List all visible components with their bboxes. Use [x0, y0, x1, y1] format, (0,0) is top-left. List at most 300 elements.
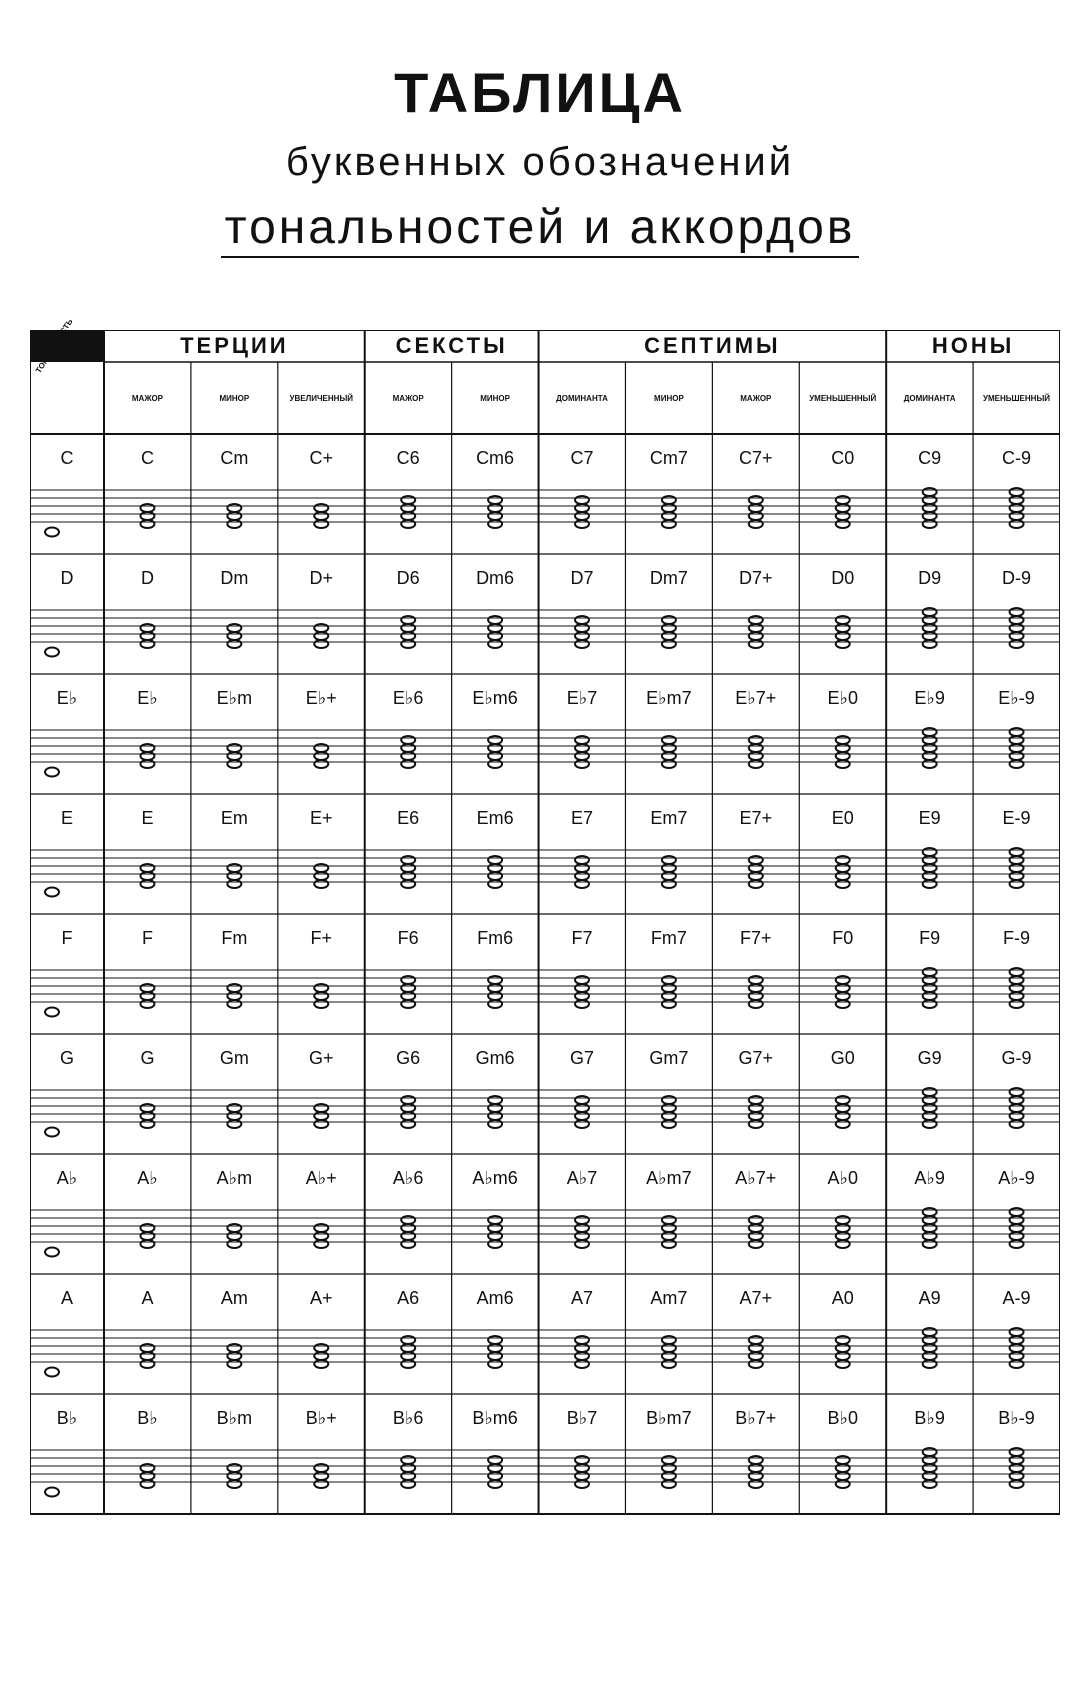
- chord-note-icon: [749, 1104, 763, 1112]
- chord-note-icon: [140, 504, 154, 512]
- chord-note-icon: [836, 616, 850, 624]
- chord-note-icon: [1010, 632, 1024, 640]
- chord-label: Fm6: [477, 927, 514, 948]
- chord-label: G7+: [738, 1047, 774, 1068]
- chord-note-icon: [1010, 1088, 1024, 1096]
- chord-label: Fm7: [650, 927, 687, 948]
- chord-label: Am: [220, 1287, 248, 1308]
- chord-note-icon: [575, 1480, 589, 1488]
- chord-label: A♭+: [305, 1167, 337, 1188]
- chord-note-icon: [488, 1352, 502, 1360]
- chord-label: Gm: [219, 1047, 249, 1068]
- chord-note-icon: [749, 624, 763, 632]
- chord-note-icon: [749, 992, 763, 1000]
- chord-note-icon: [1010, 1456, 1024, 1464]
- subheader: МАЖОР: [392, 393, 424, 403]
- chord-label: E♭7: [566, 687, 598, 708]
- chord-label: Am7: [650, 1287, 688, 1308]
- chord-note-icon: [836, 736, 850, 744]
- chord-label: E9: [918, 807, 941, 828]
- chord-note-icon: [1010, 864, 1024, 872]
- chord-label: E♭0: [827, 687, 858, 708]
- chord-note-icon: [749, 640, 763, 648]
- chord-note-icon: [923, 968, 937, 976]
- chord-note-icon: [662, 1000, 676, 1008]
- chord-note-icon: [140, 624, 154, 632]
- chord-note-icon: [749, 744, 763, 752]
- chord-note-icon: [314, 752, 328, 760]
- chord-note-icon: [314, 1112, 328, 1120]
- chord-label: Cm6: [476, 447, 515, 468]
- chord-note-icon: [749, 1472, 763, 1480]
- chord-label: G: [140, 1047, 155, 1068]
- chord-note-icon: [1010, 608, 1024, 616]
- chord-note-icon: [140, 760, 154, 768]
- chord-note-icon: [401, 992, 415, 1000]
- chord-note-icon: [314, 1360, 328, 1368]
- chord-note-icon: [923, 520, 937, 528]
- chord-note-icon: [662, 1480, 676, 1488]
- chord-note-icon: [488, 616, 502, 624]
- chord-note-icon: [1010, 1208, 1024, 1216]
- chord-note-icon: [314, 640, 328, 648]
- whole-note-icon: [45, 1368, 59, 1377]
- chord-note-icon: [227, 1224, 241, 1232]
- chord-note-icon: [1010, 616, 1024, 624]
- chord-label: B♭7+: [735, 1407, 777, 1428]
- chord-note-icon: [749, 632, 763, 640]
- chord-note-icon: [749, 1232, 763, 1240]
- chord-note-icon: [836, 1000, 850, 1008]
- chord-label: D6: [396, 567, 420, 588]
- chord-note-icon: [488, 632, 502, 640]
- chord-note-icon: [1010, 488, 1024, 496]
- chord-note-icon: [314, 1240, 328, 1248]
- chord-note-icon: [401, 496, 415, 504]
- chord-note-icon: [836, 1360, 850, 1368]
- chord-note-icon: [749, 1216, 763, 1224]
- chord-note-icon: [1010, 1464, 1024, 1472]
- chord-label: Em6: [476, 807, 514, 828]
- chord-note-icon: [836, 504, 850, 512]
- chord-note-icon: [314, 864, 328, 872]
- chord-note-icon: [401, 1480, 415, 1488]
- chord-label: Em7: [650, 807, 688, 828]
- chord-note-icon: [140, 1464, 154, 1472]
- chord-note-icon: [575, 1232, 589, 1240]
- chord-note-icon: [923, 1240, 937, 1248]
- chord-label: A: [141, 1287, 154, 1308]
- chord-label: B♭m: [216, 1407, 253, 1428]
- chord-note-icon: [488, 640, 502, 648]
- chord-label: F0: [832, 927, 854, 948]
- chord-note-icon: [401, 1232, 415, 1240]
- subheader: МАЖОР: [740, 393, 772, 403]
- chord-note-icon: [401, 1224, 415, 1232]
- chord-note-icon: [662, 1112, 676, 1120]
- chord-label: B♭-9: [998, 1407, 1035, 1428]
- chord-note-icon: [836, 624, 850, 632]
- chord-note-icon: [662, 1360, 676, 1368]
- chord-note-icon: [923, 856, 937, 864]
- chord-note-icon: [662, 1224, 676, 1232]
- chord-note-icon: [401, 616, 415, 624]
- chord-note-icon: [314, 1464, 328, 1472]
- chord-label: Dm: [220, 567, 249, 588]
- chord-note-icon: [662, 520, 676, 528]
- chord-label: E7: [570, 807, 593, 828]
- chord-note-icon: [923, 1352, 937, 1360]
- chord-note-icon: [575, 984, 589, 992]
- chord-note-icon: [401, 632, 415, 640]
- chord-note-icon: [401, 1464, 415, 1472]
- chord-note-icon: [923, 640, 937, 648]
- chord-note-icon: [314, 992, 328, 1000]
- chord-note-icon: [227, 512, 241, 520]
- chord-note-icon: [836, 1480, 850, 1488]
- chord-note-icon: [662, 512, 676, 520]
- chord-note-icon: [923, 1456, 937, 1464]
- chord-note-icon: [836, 872, 850, 880]
- chord-note-icon: [575, 744, 589, 752]
- chord-note-icon: [488, 1120, 502, 1128]
- chord-note-icon: [401, 504, 415, 512]
- chord-label: C+: [309, 447, 334, 468]
- group-header: СЕКСТЫ: [395, 333, 508, 358]
- chord-note-icon: [575, 632, 589, 640]
- chord-note-icon: [1010, 1448, 1024, 1456]
- chord-note-icon: [488, 1336, 502, 1344]
- chord-note-icon: [488, 496, 502, 504]
- chord-note-icon: [749, 1360, 763, 1368]
- chord-note-icon: [575, 1000, 589, 1008]
- subheader: МАЖОР: [131, 393, 164, 403]
- chord-label: D0: [831, 567, 855, 588]
- chord-note-icon: [1010, 1112, 1024, 1120]
- chord-note-icon: [836, 744, 850, 752]
- chord-note-icon: [140, 864, 154, 872]
- chord-label: F7+: [740, 927, 772, 948]
- chord-label: Gm7: [649, 1047, 689, 1068]
- chord-note-icon: [923, 1448, 937, 1456]
- chord-note-icon: [227, 632, 241, 640]
- chord-note-icon: [575, 624, 589, 632]
- chord-note-icon: [140, 744, 154, 752]
- chord-label: F9: [919, 927, 941, 948]
- chord-note-icon: [401, 1096, 415, 1104]
- chord-label: A+: [310, 1287, 333, 1308]
- chord-note-icon: [836, 1120, 850, 1128]
- chord-note-icon: [314, 760, 328, 768]
- group-header: НОНЫ: [931, 333, 1015, 358]
- chord-note-icon: [1010, 504, 1024, 512]
- chord-note-icon: [923, 496, 937, 504]
- chord-note-icon: [575, 1096, 589, 1104]
- chord-note-icon: [575, 736, 589, 744]
- chord-note-icon: [836, 496, 850, 504]
- chord-note-icon: [140, 872, 154, 880]
- chord-label: Am6: [476, 1287, 514, 1308]
- chord-note-icon: [401, 744, 415, 752]
- chord-note-icon: [1010, 976, 1024, 984]
- chord-note-icon: [923, 1336, 937, 1344]
- chord-note-icon: [662, 1456, 676, 1464]
- chord-note-icon: [1010, 496, 1024, 504]
- key-label: C: [60, 447, 74, 468]
- chord-note-icon: [314, 872, 328, 880]
- chord-note-icon: [314, 520, 328, 528]
- chord-label: Em: [220, 807, 248, 828]
- chord-note-icon: [488, 1240, 502, 1248]
- chord-note-icon: [488, 624, 502, 632]
- page-subtitle-2: [0, 200, 1080, 255]
- chord-label: E♭7+: [735, 687, 777, 708]
- chord-note-icon: [662, 1464, 676, 1472]
- chord-note-icon: [749, 496, 763, 504]
- chord-label: D7+: [739, 567, 773, 588]
- chord-note-icon: [401, 872, 415, 880]
- chord-note-icon: [227, 624, 241, 632]
- chord-label: G6: [396, 1047, 421, 1068]
- key-label: G: [59, 1047, 74, 1068]
- chord-note-icon: [140, 1344, 154, 1352]
- chord-note-icon: [923, 1480, 937, 1488]
- chord-note-icon: [488, 1472, 502, 1480]
- chord-label: E6: [397, 807, 420, 828]
- chord-note-icon: [140, 632, 154, 640]
- chord-label: A-9: [1002, 1287, 1031, 1308]
- chord-label: C-9: [1002, 447, 1032, 468]
- whole-note-icon: [45, 1248, 59, 1257]
- chord-note-icon: [923, 880, 937, 888]
- chord-label: E: [141, 807, 154, 828]
- chord-note-icon: [401, 1344, 415, 1352]
- chord-note-icon: [923, 1232, 937, 1240]
- whole-note-icon: [45, 768, 59, 777]
- chord-note-icon: [749, 1344, 763, 1352]
- chord-note-icon: [401, 1112, 415, 1120]
- chord-note-icon: [488, 1232, 502, 1240]
- group-header: ТЕРЦИИ: [180, 333, 289, 358]
- chord-note-icon: [749, 1352, 763, 1360]
- chord-note-icon: [1010, 1472, 1024, 1480]
- chord-note-icon: [401, 1240, 415, 1248]
- chord-note-icon: [575, 752, 589, 760]
- chord-note-icon: [227, 1464, 241, 1472]
- chord-note-icon: [401, 1104, 415, 1112]
- chord-note-icon: [488, 1344, 502, 1352]
- chord-note-icon: [401, 880, 415, 888]
- chord-note-icon: [1010, 984, 1024, 992]
- chord-note-icon: [662, 992, 676, 1000]
- chord-note-icon: [314, 880, 328, 888]
- key-label: F: [61, 927, 73, 948]
- chord-note-icon: [662, 624, 676, 632]
- chord-note-icon: [749, 1336, 763, 1344]
- chord-note-icon: [314, 1344, 328, 1352]
- chord-note-icon: [575, 1456, 589, 1464]
- chord-note-icon: [662, 640, 676, 648]
- chord-label: B♭: [137, 1407, 158, 1428]
- chord-label: F: [141, 927, 153, 948]
- chord-label: A6: [397, 1287, 420, 1308]
- chord-note-icon: [314, 1352, 328, 1360]
- chord-note-icon: [1010, 752, 1024, 760]
- whole-note-icon: [45, 1008, 59, 1017]
- chord-label: F6: [397, 927, 419, 948]
- chord-note-icon: [401, 1472, 415, 1480]
- chord-note-icon: [662, 1216, 676, 1224]
- chord-note-icon: [662, 1096, 676, 1104]
- chord-note-icon: [662, 872, 676, 880]
- chord-label: C0: [831, 447, 855, 468]
- chord-note-icon: [575, 880, 589, 888]
- chord-label: Dm7: [649, 567, 688, 588]
- chord-note-icon: [227, 1240, 241, 1248]
- whole-note-icon: [45, 648, 59, 657]
- chord-note-icon: [227, 1120, 241, 1128]
- chord-note-icon: [836, 752, 850, 760]
- chord-note-icon: [1010, 1120, 1024, 1128]
- page-subtitle: буквенных обозначений: [285, 140, 795, 184]
- chord-label: G-9: [1001, 1047, 1032, 1068]
- chord-note-icon: [314, 1472, 328, 1480]
- key-label: E: [60, 807, 73, 828]
- chord-label: B♭+: [305, 1407, 337, 1428]
- chord-note-icon: [836, 1096, 850, 1104]
- chord-note-icon: [1010, 512, 1024, 520]
- chord-label: E♭9: [914, 687, 945, 708]
- chord-label: A♭: [137, 1167, 158, 1188]
- chord-note-icon: [401, 1000, 415, 1008]
- subheader: ДОМИНАНТА: [556, 393, 608, 403]
- chord-note-icon: [662, 504, 676, 512]
- chord-label: G7: [569, 1047, 594, 1068]
- chord-note-icon: [401, 1352, 415, 1360]
- chord-note-icon: [1010, 744, 1024, 752]
- chord-note-icon: [488, 1480, 502, 1488]
- chord-label: Dm6: [476, 567, 515, 588]
- chord-note-icon: [401, 624, 415, 632]
- page-subtitle-2-text: тональностей и аккордов: [221, 201, 860, 258]
- key-label: A: [60, 1287, 73, 1308]
- chord-note-icon: [227, 880, 241, 888]
- chord-note-icon: [140, 1232, 154, 1240]
- chord-note-icon: [488, 1104, 502, 1112]
- chord-note-icon: [140, 984, 154, 992]
- chord-note-icon: [1010, 856, 1024, 864]
- chord-note-icon: [749, 976, 763, 984]
- chord-note-icon: [488, 744, 502, 752]
- chord-label: B♭9: [914, 1407, 945, 1428]
- chord-note-icon: [836, 880, 850, 888]
- chord-note-icon: [662, 1240, 676, 1248]
- chord-note-icon: [575, 616, 589, 624]
- chord-note-icon: [1010, 1352, 1024, 1360]
- chord-table: [30, 317, 1060, 1520]
- chord-note-icon: [749, 1240, 763, 1248]
- chord-label: A0: [831, 1287, 854, 1308]
- chord-label: E♭: [137, 687, 158, 708]
- chord-note-icon: [662, 1104, 676, 1112]
- chord-note-icon: [488, 872, 502, 880]
- chord-note-icon: [314, 984, 328, 992]
- key-label: A♭: [56, 1167, 78, 1188]
- chord-label: A♭m: [216, 1167, 253, 1188]
- chord-note-icon: [575, 1464, 589, 1472]
- chord-note-icon: [923, 632, 937, 640]
- whole-note-icon: [45, 528, 59, 537]
- chord-note-icon: [488, 984, 502, 992]
- chord-label: A♭9: [914, 1167, 945, 1188]
- chord-note-icon: [488, 520, 502, 528]
- chord-note-icon: [749, 1000, 763, 1008]
- chord-note-icon: [923, 1216, 937, 1224]
- chord-note-icon: [1010, 736, 1024, 744]
- chord-note-icon: [488, 1112, 502, 1120]
- chord-note-icon: [923, 1104, 937, 1112]
- chord-note-icon: [140, 1240, 154, 1248]
- chord-note-icon: [488, 976, 502, 984]
- chord-note-icon: [1010, 760, 1024, 768]
- chord-note-icon: [401, 736, 415, 744]
- chord-label: E7+: [739, 807, 773, 828]
- chord-note-icon: [836, 864, 850, 872]
- chord-label: E♭m6: [472, 687, 518, 708]
- chord-note-icon: [488, 512, 502, 520]
- chord-note-icon: [923, 728, 937, 736]
- chord-note-icon: [923, 488, 937, 496]
- chord-label: Cm7: [649, 447, 688, 468]
- chord-note-icon: [401, 1216, 415, 1224]
- chord-note-icon: [314, 512, 328, 520]
- chord-note-icon: [575, 1240, 589, 1248]
- chord-note-icon: [401, 1360, 415, 1368]
- chord-note-icon: [836, 1456, 850, 1464]
- chord-note-icon: [140, 752, 154, 760]
- chord-note-icon: [1010, 1480, 1024, 1488]
- chord-note-icon: [140, 1112, 154, 1120]
- chord-note-icon: [749, 752, 763, 760]
- chord-note-icon: [662, 616, 676, 624]
- chord-note-icon: [140, 1480, 154, 1488]
- chord-note-icon: [401, 640, 415, 648]
- chord-label: E+: [310, 807, 333, 828]
- chord-note-icon: [575, 872, 589, 880]
- chord-note-icon: [1010, 1224, 1024, 1232]
- chord-note-icon: [140, 992, 154, 1000]
- chord-note-icon: [923, 864, 937, 872]
- chord-note-icon: [749, 760, 763, 768]
- chord-note-icon: [227, 1232, 241, 1240]
- chord-label: Fm: [221, 927, 248, 948]
- chord-label: C6: [396, 447, 420, 468]
- chord-note-icon: [1010, 1344, 1024, 1352]
- whole-note-icon: [45, 888, 59, 897]
- chord-note-icon: [836, 760, 850, 768]
- key-label: E♭: [56, 687, 78, 708]
- chord-note-icon: [401, 760, 415, 768]
- chord-note-icon: [227, 760, 241, 768]
- chord-note-icon: [836, 1240, 850, 1248]
- chord-label: E♭-9: [998, 687, 1035, 708]
- chord-note-icon: [227, 864, 241, 872]
- chord-note-icon: [488, 864, 502, 872]
- chord-label: A♭7+: [735, 1167, 777, 1188]
- chord-note-icon: [923, 1464, 937, 1472]
- subheader: МИНОР: [219, 393, 250, 403]
- chord-note-icon: [488, 1360, 502, 1368]
